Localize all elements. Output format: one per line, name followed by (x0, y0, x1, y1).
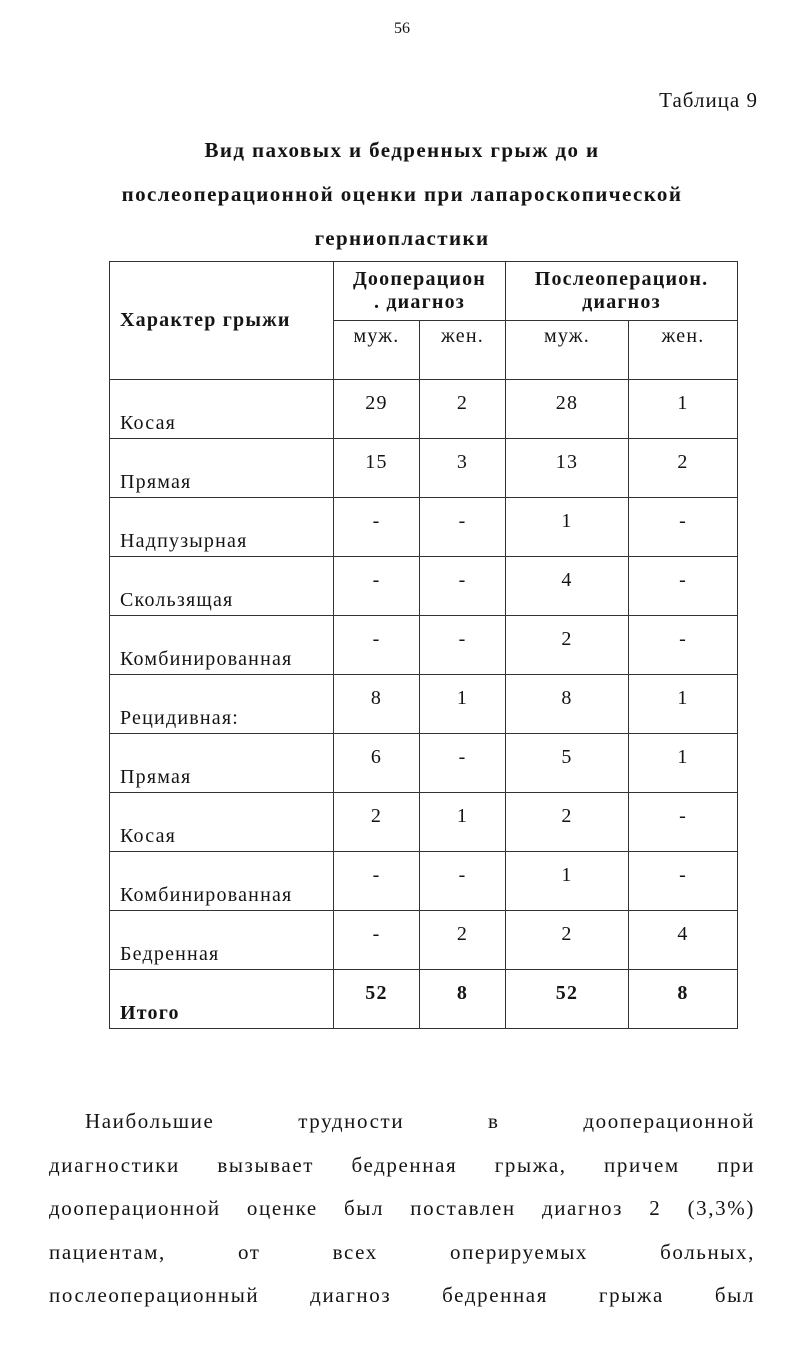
table-row (110, 557, 738, 616)
row-label: Бедренная (110, 911, 334, 970)
table-cell: - (629, 557, 738, 616)
total-row (110, 970, 738, 1029)
table-cell: 29 (334, 380, 420, 439)
table-cell: - (334, 557, 420, 616)
title-line: Вид паховых и бедренных грыж до и (204, 138, 600, 162)
paragraph-word: послеоперационный (49, 1283, 260, 1307)
paragraph-line (49, 1274, 755, 1318)
paragraph-word: 2 (649, 1196, 662, 1220)
row-label: Прямая (110, 734, 334, 793)
paragraph-word: бедренная (351, 1152, 458, 1177)
table-cell: 8 (334, 675, 420, 734)
table-cell: 1 (420, 793, 506, 852)
paragraph-word: был (344, 1196, 385, 1220)
paragraph-word: диагноз (310, 1283, 392, 1307)
row-label: Комбинированная (110, 616, 334, 675)
table-cell: - (420, 852, 506, 911)
table-cell: 8 (420, 970, 506, 1029)
table-cell: - (420, 616, 506, 675)
subheader-female: жен. (629, 321, 738, 380)
paragraph-line (49, 1231, 755, 1275)
row-label: Прямая (110, 439, 334, 498)
table-cell: - (629, 616, 738, 675)
table-cell: 52 (506, 970, 629, 1029)
paragraph-line (49, 1187, 755, 1231)
row-label: Надпузырная (110, 498, 334, 557)
header-hernia-type: Характер грыжи (110, 262, 334, 380)
row-label: Скользящая (110, 557, 334, 616)
body-paragraph (49, 1100, 755, 1318)
table-cell: 1 (506, 498, 629, 557)
table-cell: - (420, 734, 506, 793)
table-cell: 1 (629, 734, 738, 793)
paragraph-word: оценке (246, 1196, 318, 1220)
table-row (110, 852, 738, 911)
row-label: Итого (110, 970, 334, 1029)
page-number: 56 (394, 20, 410, 37)
paragraph-word: дооперационной (49, 1196, 221, 1220)
paragraph-word: от (237, 1239, 261, 1264)
paragraph-word: вызывает (217, 1152, 315, 1177)
header-preop-diagnosis (334, 262, 506, 321)
table-cell: - (629, 793, 738, 852)
row-label: Косая (110, 793, 334, 852)
table-cell: 2 (334, 793, 420, 852)
paragraph-word: трудности (298, 1109, 405, 1133)
table-label: Таблица 9 (659, 88, 758, 112)
table-cell: 4 (506, 557, 629, 616)
table-row (110, 616, 738, 675)
hernia-table (109, 261, 738, 1029)
table-cell: 1 (506, 852, 629, 911)
table-cell: - (629, 498, 738, 557)
table-row (110, 734, 738, 793)
subheader-female: жен. (420, 321, 506, 380)
paragraph-word: грыжа, (494, 1152, 567, 1177)
table-cell: 1 (420, 675, 506, 734)
table-cell: 4 (629, 911, 738, 970)
table-cell: 3 (420, 439, 506, 498)
table-row (110, 380, 738, 439)
table-cell: 5 (506, 734, 629, 793)
header-preop-line: . диагноз (373, 291, 466, 313)
table-cell: 15 (334, 439, 420, 498)
paragraph-word: диагностики (49, 1152, 180, 1177)
paragraph-word: оперируемых (449, 1239, 589, 1264)
table-cell: 13 (506, 439, 629, 498)
table-cell: - (629, 852, 738, 911)
paragraph-word: грыжа (598, 1283, 664, 1307)
subheader-male: муж. (334, 321, 420, 380)
paragraph-word: всех (332, 1239, 378, 1264)
header-preop-line: Дооперацион (352, 268, 487, 290)
table-cell: 8 (506, 675, 629, 734)
table-cell: - (420, 557, 506, 616)
table-row (110, 498, 738, 557)
header-postop-line: Послеоперацион. (534, 268, 709, 290)
table-cell: 2 (629, 439, 738, 498)
table-cell: 1 (629, 380, 738, 439)
table-cell: 1 (629, 675, 738, 734)
paragraph-word: причем (604, 1152, 680, 1177)
title-line: послеоперационной оценки при лапароскопической (121, 182, 683, 206)
paragraph-word: диагноз (541, 1196, 624, 1220)
paragraph-word: больных, (660, 1239, 755, 1264)
table-cell: 2 (506, 911, 629, 970)
paragraph-line (49, 1100, 755, 1144)
table-row (110, 793, 738, 852)
header-postop-diagnosis (506, 262, 738, 321)
table-cell: - (420, 498, 506, 557)
paragraph-word: был (714, 1283, 755, 1307)
row-label: Комбинированная (110, 852, 334, 911)
table-cell: 28 (506, 380, 629, 439)
table-cell: - (334, 616, 420, 675)
paragraph-line (49, 1144, 755, 1188)
row-label: Косая (110, 380, 334, 439)
table-cell: 2 (420, 380, 506, 439)
table-cell: - (334, 498, 420, 557)
header-postop-line: диагноз (582, 291, 661, 313)
paragraph-word: поставлен (410, 1196, 516, 1220)
table-cell: 6 (334, 734, 420, 793)
paragraph-word: в (488, 1109, 500, 1133)
row-label: Рецидивная: (110, 675, 334, 734)
table-title (40, 128, 764, 260)
table-row (110, 439, 738, 498)
table-cell: - (334, 911, 420, 970)
table-cell: - (334, 852, 420, 911)
paragraph-word: бедренная (442, 1283, 548, 1307)
paragraph-word: дооперационной (583, 1109, 755, 1133)
table-cell: 2 (420, 911, 506, 970)
table-cell: 8 (629, 970, 738, 1029)
table-cell: 2 (506, 616, 629, 675)
title-line: герниопластики (314, 226, 490, 250)
paragraph-word: при (717, 1152, 755, 1177)
table-cell: 2 (506, 793, 629, 852)
table-row (110, 675, 738, 734)
paragraph-word: пациентам, (49, 1239, 166, 1264)
subheader-male: муж. (506, 321, 629, 380)
table-cell: 52 (334, 970, 420, 1029)
table-row (110, 911, 738, 970)
paragraph-word: Наибольшие (85, 1109, 215, 1133)
paragraph-word: (3,3%) (687, 1196, 755, 1220)
